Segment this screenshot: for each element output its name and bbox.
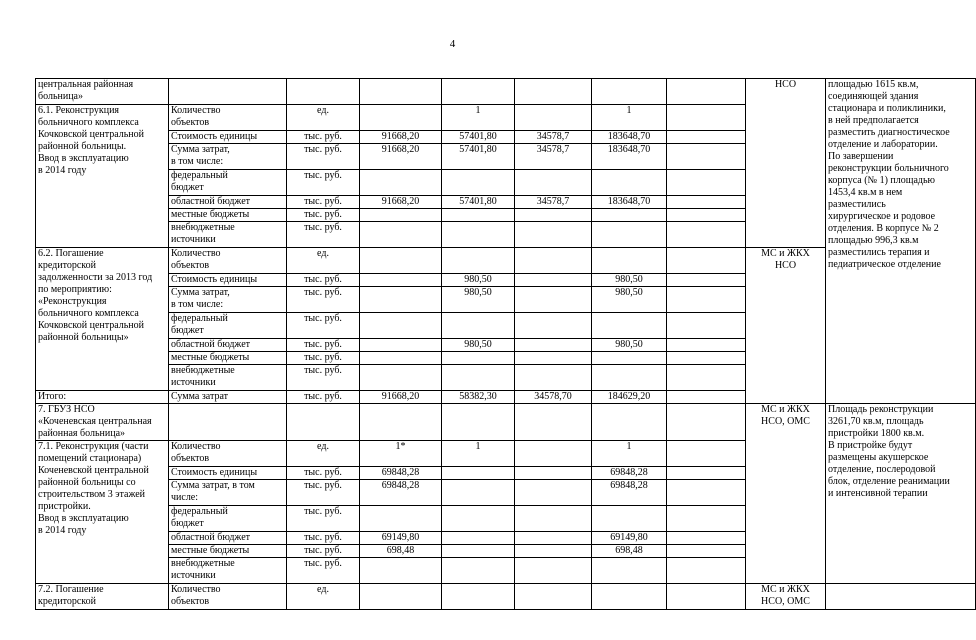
value: 34578,7	[515, 131, 592, 144]
table-row	[36, 404, 976, 441]
value: 1	[592, 105, 667, 131]
unit: тыс. руб.	[287, 352, 360, 365]
value	[442, 248, 515, 274]
value	[667, 209, 746, 222]
value	[442, 352, 515, 365]
value	[515, 209, 592, 222]
value: 980,50	[442, 287, 515, 313]
value	[592, 558, 667, 584]
value: 91668,20	[360, 131, 442, 144]
unit: тыс. руб.	[287, 313, 360, 339]
value	[667, 248, 746, 274]
value: 69149,80	[592, 532, 667, 545]
value: 69848,28	[592, 480, 667, 506]
value: 91668,20	[360, 391, 442, 404]
value	[360, 506, 442, 532]
value	[360, 105, 442, 131]
value: 57401,80	[442, 131, 515, 144]
indicator: местные бюджеты	[169, 545, 287, 558]
value	[667, 144, 746, 170]
event-name: 6.2. Погашение кредиторской задолженности за 2013 год по мероприятию: «Реконструкция больничного комплекса Кочковской центральной районной больницы»	[36, 248, 169, 391]
value	[515, 313, 592, 339]
event-name: 7.2. Погашение кредиторской	[36, 584, 169, 610]
indicator: Количество объектов	[169, 105, 287, 131]
value	[592, 209, 667, 222]
indicator: областной бюджет	[169, 196, 287, 209]
value	[667, 467, 746, 480]
value: 57401,80	[442, 196, 515, 209]
unit: ед.	[287, 105, 360, 131]
indicator: федеральный бюджет	[169, 506, 287, 532]
value	[442, 532, 515, 545]
value	[667, 313, 746, 339]
indicator: Количество объектов	[169, 248, 287, 274]
unit: тыс. руб.	[287, 222, 360, 248]
value	[442, 170, 515, 196]
indicator: областной бюджет	[169, 532, 287, 545]
indicator: федеральный бюджет	[169, 313, 287, 339]
value	[592, 79, 667, 105]
indicator: Количество объектов	[169, 584, 287, 610]
value	[667, 274, 746, 287]
value	[592, 506, 667, 532]
value	[667, 584, 746, 610]
indicator: местные бюджеты	[169, 209, 287, 222]
unit: тыс. руб.	[287, 274, 360, 287]
value: 183648,70	[592, 196, 667, 209]
indicator: федеральный бюджет	[169, 170, 287, 196]
value: 980,50	[592, 339, 667, 352]
indicator: Сумма затрат, в том числе:	[169, 287, 287, 313]
value	[667, 105, 746, 131]
value	[667, 196, 746, 209]
value	[515, 170, 592, 196]
value	[360, 365, 442, 391]
indicator: местные бюджеты	[169, 352, 287, 365]
event-name: 7.1. Реконструкция (части помещений стационара) Коченевской центральной районной больницы со строительством 3 этажей пристройки. Ввод в эксплуатацию в 2014 году	[36, 441, 169, 584]
unit: ед.	[287, 441, 360, 467]
value	[515, 248, 592, 274]
value	[592, 404, 667, 441]
value	[667, 365, 746, 391]
indicator: внебюджетные источники	[169, 222, 287, 248]
value: 58382,30	[442, 391, 515, 404]
value	[515, 545, 592, 558]
value	[360, 209, 442, 222]
indicator: Стоимость единицы	[169, 274, 287, 287]
value	[515, 532, 592, 545]
value	[515, 105, 592, 131]
value	[592, 248, 667, 274]
value	[360, 248, 442, 274]
value: 980,50	[442, 339, 515, 352]
value: 91668,20	[360, 196, 442, 209]
value	[360, 404, 442, 441]
indicator: внебюджетные источники	[169, 558, 287, 584]
indicator: Стоимость единицы	[169, 467, 287, 480]
value: 69848,28	[360, 480, 442, 506]
value	[360, 287, 442, 313]
value	[360, 79, 442, 105]
value	[667, 441, 746, 467]
value: 1	[442, 441, 515, 467]
value	[442, 365, 515, 391]
note: Площадь реконструкции 3261,70 кв.м, площадь пристройки 1800 кв.м. В пристройке будут размещены акушерское отделение, послеродовой блок, отделение реанимации и интенсивной терапии	[826, 404, 976, 584]
indicator	[169, 79, 287, 105]
unit: тыс. руб.	[287, 558, 360, 584]
indicator: Количество объектов	[169, 441, 287, 467]
value	[515, 441, 592, 467]
value	[442, 480, 515, 506]
unit: тыс. руб.	[287, 365, 360, 391]
unit	[287, 79, 360, 105]
value	[360, 558, 442, 584]
value	[442, 313, 515, 339]
indicator: областной бюджет	[169, 339, 287, 352]
unit: тыс. руб.	[287, 170, 360, 196]
value	[515, 404, 592, 441]
value	[592, 365, 667, 391]
value	[592, 222, 667, 248]
value	[515, 506, 592, 532]
unit: тыс. руб.	[287, 131, 360, 144]
value	[592, 352, 667, 365]
value	[667, 131, 746, 144]
value	[360, 274, 442, 287]
value: 69848,28	[592, 467, 667, 480]
program-table	[35, 78, 976, 610]
indicator: внебюджетные источники	[169, 365, 287, 391]
value	[442, 467, 515, 480]
value: 980,50	[592, 274, 667, 287]
value: 91668,20	[360, 144, 442, 170]
table-row	[36, 584, 976, 610]
value	[515, 467, 592, 480]
value	[360, 313, 442, 339]
value	[515, 79, 592, 105]
value	[442, 506, 515, 532]
value	[515, 558, 592, 584]
unit: тыс. руб.	[287, 545, 360, 558]
value	[442, 558, 515, 584]
value: 698,48	[592, 545, 667, 558]
value	[515, 339, 592, 352]
value	[360, 352, 442, 365]
event-name: центральная районная больница»	[36, 79, 169, 105]
value	[515, 222, 592, 248]
value: 1	[592, 441, 667, 467]
value	[667, 79, 746, 105]
note	[826, 584, 976, 610]
value	[515, 287, 592, 313]
event-name: 7. ГБУЗ НСО «Коченевская центральная районная больница»	[36, 404, 169, 441]
value	[515, 365, 592, 391]
value	[360, 584, 442, 610]
value	[515, 352, 592, 365]
value	[667, 545, 746, 558]
value	[360, 339, 442, 352]
value: 69848,28	[360, 467, 442, 480]
value: 34578,7	[515, 196, 592, 209]
unit: тыс. руб.	[287, 506, 360, 532]
value	[667, 404, 746, 441]
value	[592, 313, 667, 339]
value: 183648,70	[592, 144, 667, 170]
unit: тыс. руб.	[287, 391, 360, 404]
value: 34578,7	[515, 144, 592, 170]
value	[667, 339, 746, 352]
unit: тыс. руб.	[287, 532, 360, 545]
unit: тыс. руб.	[287, 287, 360, 313]
value	[667, 532, 746, 545]
unit: ед.	[287, 248, 360, 274]
responsible: МС и ЖКХ НСО	[746, 248, 826, 404]
unit: тыс. руб.	[287, 196, 360, 209]
value: 980,50	[592, 287, 667, 313]
unit: тыс. руб.	[287, 480, 360, 506]
unit: тыс. руб.	[287, 209, 360, 222]
page-number: 4	[449, 38, 456, 50]
value: 1*	[360, 441, 442, 467]
value	[592, 584, 667, 610]
value	[442, 584, 515, 610]
value: 34578,70	[515, 391, 592, 404]
value	[515, 584, 592, 610]
value	[442, 545, 515, 558]
event-name: 6.1. Реконструкция больничного комплекса Кочковской центральной районной больницы. Ввод в эксплуатацию в 2014 году	[36, 105, 169, 248]
indicator	[169, 404, 287, 441]
value	[515, 274, 592, 287]
value	[592, 170, 667, 196]
value	[667, 170, 746, 196]
value	[442, 222, 515, 248]
indicator: Сумма затрат, в том числе:	[169, 144, 287, 170]
value	[360, 170, 442, 196]
table-row	[36, 79, 976, 105]
note: площадью 1615 кв.м, соединяющей здания стационара и поликлиники, в ней предполагается разместить диагностическое отделение и лаборатории. По завершении реконструкции больничного корпуса (№ 1) площадью 1453,4 кв.м в нем разместились хирургическое и родовое отделения. В корпусе № 2 площадью 996,3 кв.м разместились терапия и педиатрическое отделение	[826, 79, 976, 404]
value	[667, 480, 746, 506]
value	[667, 558, 746, 584]
value: 980,50	[442, 274, 515, 287]
responsible: МС и ЖКХ НСО, ОМС	[746, 584, 826, 610]
value: 698,48	[360, 545, 442, 558]
unit: ед.	[287, 584, 360, 610]
value	[442, 404, 515, 441]
value	[667, 222, 746, 248]
value: 57401,80	[442, 144, 515, 170]
value	[667, 506, 746, 532]
unit: тыс. руб.	[287, 467, 360, 480]
value: 184629,20	[592, 391, 667, 404]
value	[442, 209, 515, 222]
value	[442, 79, 515, 105]
event-name: Итого:	[36, 391, 169, 404]
value	[515, 480, 592, 506]
responsible: МС и ЖКХ НСО, ОМС	[746, 404, 826, 584]
indicator: Сумма затрат	[169, 391, 287, 404]
unit: тыс. руб.	[287, 144, 360, 170]
value	[360, 222, 442, 248]
indicator: Сумма затрат, в том числе:	[169, 480, 287, 506]
value	[667, 287, 746, 313]
value: 69149,80	[360, 532, 442, 545]
unit: тыс. руб.	[287, 339, 360, 352]
value	[667, 391, 746, 404]
responsible: НСО	[746, 79, 826, 248]
value: 1	[442, 105, 515, 131]
value: 183648,70	[592, 131, 667, 144]
value	[667, 352, 746, 365]
indicator: Стоимость единицы	[169, 131, 287, 144]
unit	[287, 404, 360, 441]
